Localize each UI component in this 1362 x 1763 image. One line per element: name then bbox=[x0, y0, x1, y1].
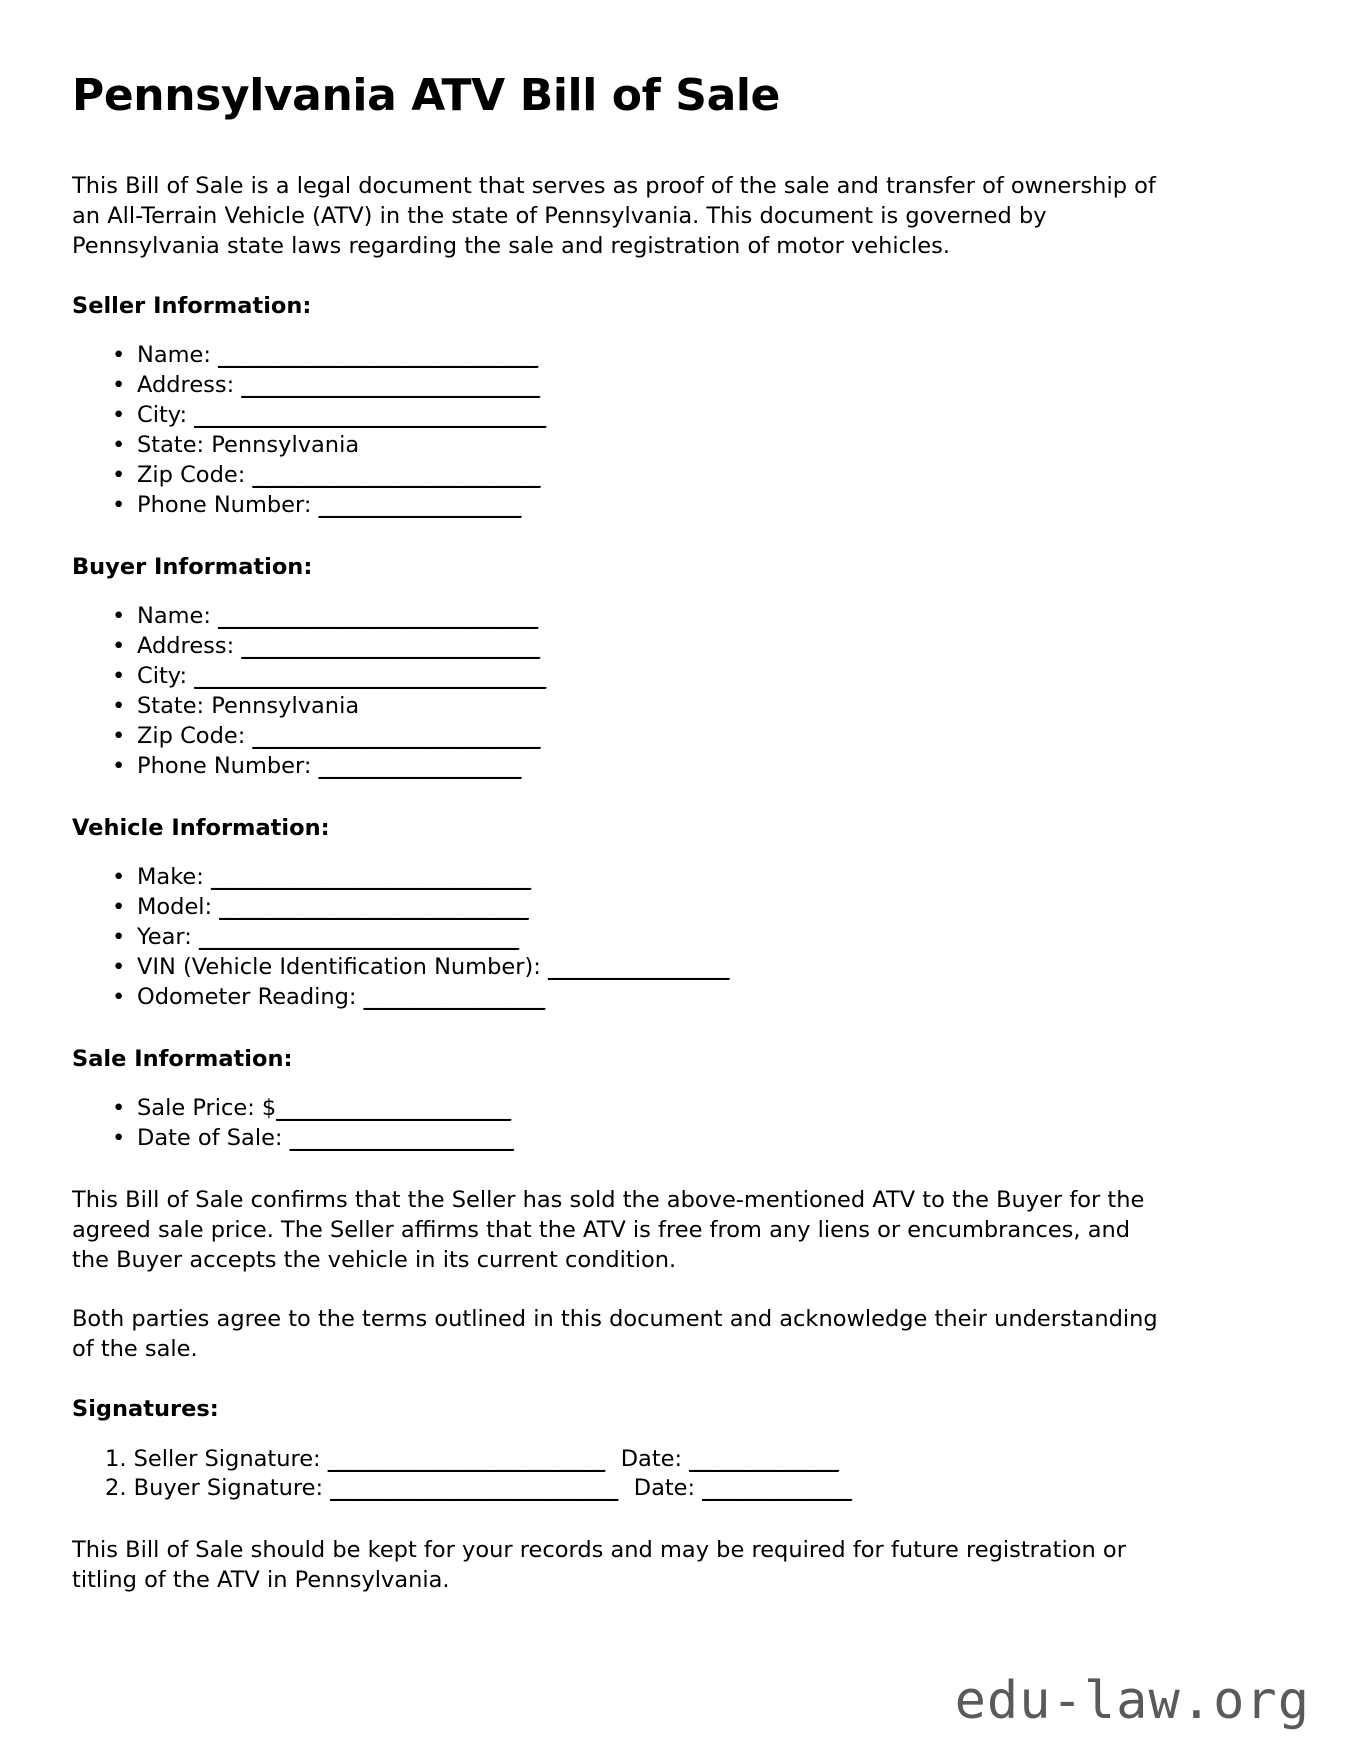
field-label: Address: bbox=[137, 633, 242, 660]
field-blank[interactable]: ______________________________ bbox=[218, 603, 538, 630]
field-blank[interactable]: ______________________ bbox=[276, 1094, 511, 1121]
field-blank[interactable]: ______________________________ bbox=[211, 863, 531, 890]
signatures-list bbox=[72, 1445, 1284, 1505]
field-blank[interactable]: _____________________________ bbox=[219, 893, 529, 920]
field-blank[interactable]: _________________ bbox=[547, 953, 730, 980]
field-label: State: Pennsylvania bbox=[137, 692, 360, 719]
sale-information-list bbox=[72, 1094, 1284, 1154]
field-label: Sale Price: $ bbox=[137, 1094, 277, 1121]
field-blank[interactable]: _________________________________ bbox=[194, 663, 546, 690]
vehicle-information-heading: Vehicle Information: bbox=[72, 814, 330, 841]
field-label: Year: bbox=[137, 923, 199, 950]
list-item bbox=[112, 722, 1284, 752]
watermark: edu-law.org bbox=[954, 1671, 1310, 1731]
field-blank[interactable]: ____________________________ bbox=[241, 633, 540, 660]
footer-paragraph: This Bill of Sale should be kept for your records and may be required for future registration or titling of the ATV in Pennsylvania. bbox=[72, 1537, 1126, 1594]
field-blank[interactable]: _________________________________ bbox=[194, 402, 546, 429]
date-label: Date: bbox=[620, 1445, 690, 1472]
buyer-information-heading: Buyer Information: bbox=[72, 553, 313, 580]
field-blank[interactable]: ___________________ bbox=[318, 492, 521, 519]
list-item bbox=[112, 602, 1284, 632]
field-label: Odometer Reading: bbox=[137, 983, 364, 1010]
page-title: Pennsylvania ATV Bill of Sale bbox=[72, 70, 780, 121]
agreement-paragraph: Both parties agree to the terms outlined in this document and acknowledge their understanding of the sale. bbox=[72, 1306, 1158, 1363]
signature-row bbox=[105, 1445, 1284, 1475]
list-item bbox=[112, 632, 1284, 662]
field-blank[interactable]: ______________________________ bbox=[198, 923, 519, 950]
list-item bbox=[112, 461, 1284, 491]
list-item bbox=[112, 341, 1284, 371]
field-label: Zip Code: bbox=[137, 462, 253, 489]
signature-blank[interactable]: ___________________________ bbox=[330, 1475, 618, 1502]
field-label: Zip Code: bbox=[137, 722, 253, 749]
field-label: Address: bbox=[137, 372, 242, 399]
signature-blank[interactable]: __________________________ bbox=[327, 1445, 605, 1472]
vehicle-information-list bbox=[72, 863, 1284, 1013]
signatures-heading: Signatures: bbox=[72, 1396, 219, 1423]
list-item bbox=[112, 923, 1284, 953]
list-item bbox=[112, 1094, 1284, 1124]
field-label: Model: bbox=[137, 893, 220, 920]
list-item bbox=[112, 431, 1284, 461]
field-blank[interactable]: _________________ bbox=[363, 983, 545, 1010]
seller-information-heading: Seller Information: bbox=[72, 293, 312, 320]
list-item bbox=[112, 953, 1284, 983]
field-blank[interactable]: ___________________________ bbox=[252, 462, 540, 489]
field-label: Date of Sale: bbox=[137, 1124, 290, 1151]
field-blank[interactable]: ____________________________ bbox=[241, 372, 540, 399]
seller-information-list bbox=[72, 341, 1284, 521]
list-item bbox=[112, 983, 1284, 1013]
field-label: Phone Number: bbox=[137, 492, 319, 519]
signature-row bbox=[105, 1474, 1284, 1504]
field-label: Name: bbox=[137, 603, 219, 630]
list-item bbox=[112, 662, 1284, 692]
sale-information-heading: Sale Information: bbox=[72, 1045, 293, 1072]
field-blank[interactable]: ___________________________ bbox=[252, 722, 540, 749]
field-label: City: bbox=[137, 402, 195, 429]
signature-label: Seller Signature: bbox=[133, 1445, 328, 1472]
field-label: Phone Number: bbox=[137, 752, 319, 779]
field-label: Name: bbox=[137, 342, 219, 369]
list-item bbox=[112, 692, 1284, 722]
intro-paragraph: This Bill of Sale is a legal document that serves as proof of the sale and transfer of ownership of an All-Terrain Vehicle (ATV) in the state of Pennsylvania. This document is governed by Pennsylvania state laws regarding the sale and registration of motor vehicles. bbox=[72, 173, 1156, 260]
list-item bbox=[112, 893, 1284, 923]
field-label: VIN (Vehicle Identification Number): bbox=[137, 953, 548, 980]
list-item bbox=[112, 491, 1284, 521]
field-label: State: Pennsylvania bbox=[137, 432, 360, 459]
list-item bbox=[112, 863, 1284, 893]
date-blank[interactable]: ______________ bbox=[689, 1445, 839, 1472]
field-label: City: bbox=[137, 663, 195, 690]
field-label: Make: bbox=[137, 863, 212, 890]
field-blank[interactable]: ______________________________ bbox=[218, 342, 538, 369]
field-blank[interactable]: _____________________ bbox=[289, 1124, 514, 1151]
list-item bbox=[112, 752, 1284, 782]
list-item bbox=[112, 401, 1284, 431]
list-item bbox=[112, 1124, 1284, 1154]
list-item bbox=[112, 371, 1284, 401]
field-blank[interactable]: ___________________ bbox=[318, 752, 521, 779]
date-blank[interactable]: ______________ bbox=[702, 1475, 852, 1502]
date-label: Date: bbox=[633, 1475, 703, 1502]
confirmation-paragraph: This Bill of Sale confirms that the Seller has sold the above-mentioned ATV to the Buyer for the agreed sale price. The Seller affirms that the ATV is free from any liens or encumbrances, and the Buyer accepts the vehicle in its current condition. bbox=[72, 1186, 1145, 1273]
buyer-information-list bbox=[72, 602, 1284, 782]
signature-label: Buyer Signature: bbox=[133, 1475, 331, 1502]
